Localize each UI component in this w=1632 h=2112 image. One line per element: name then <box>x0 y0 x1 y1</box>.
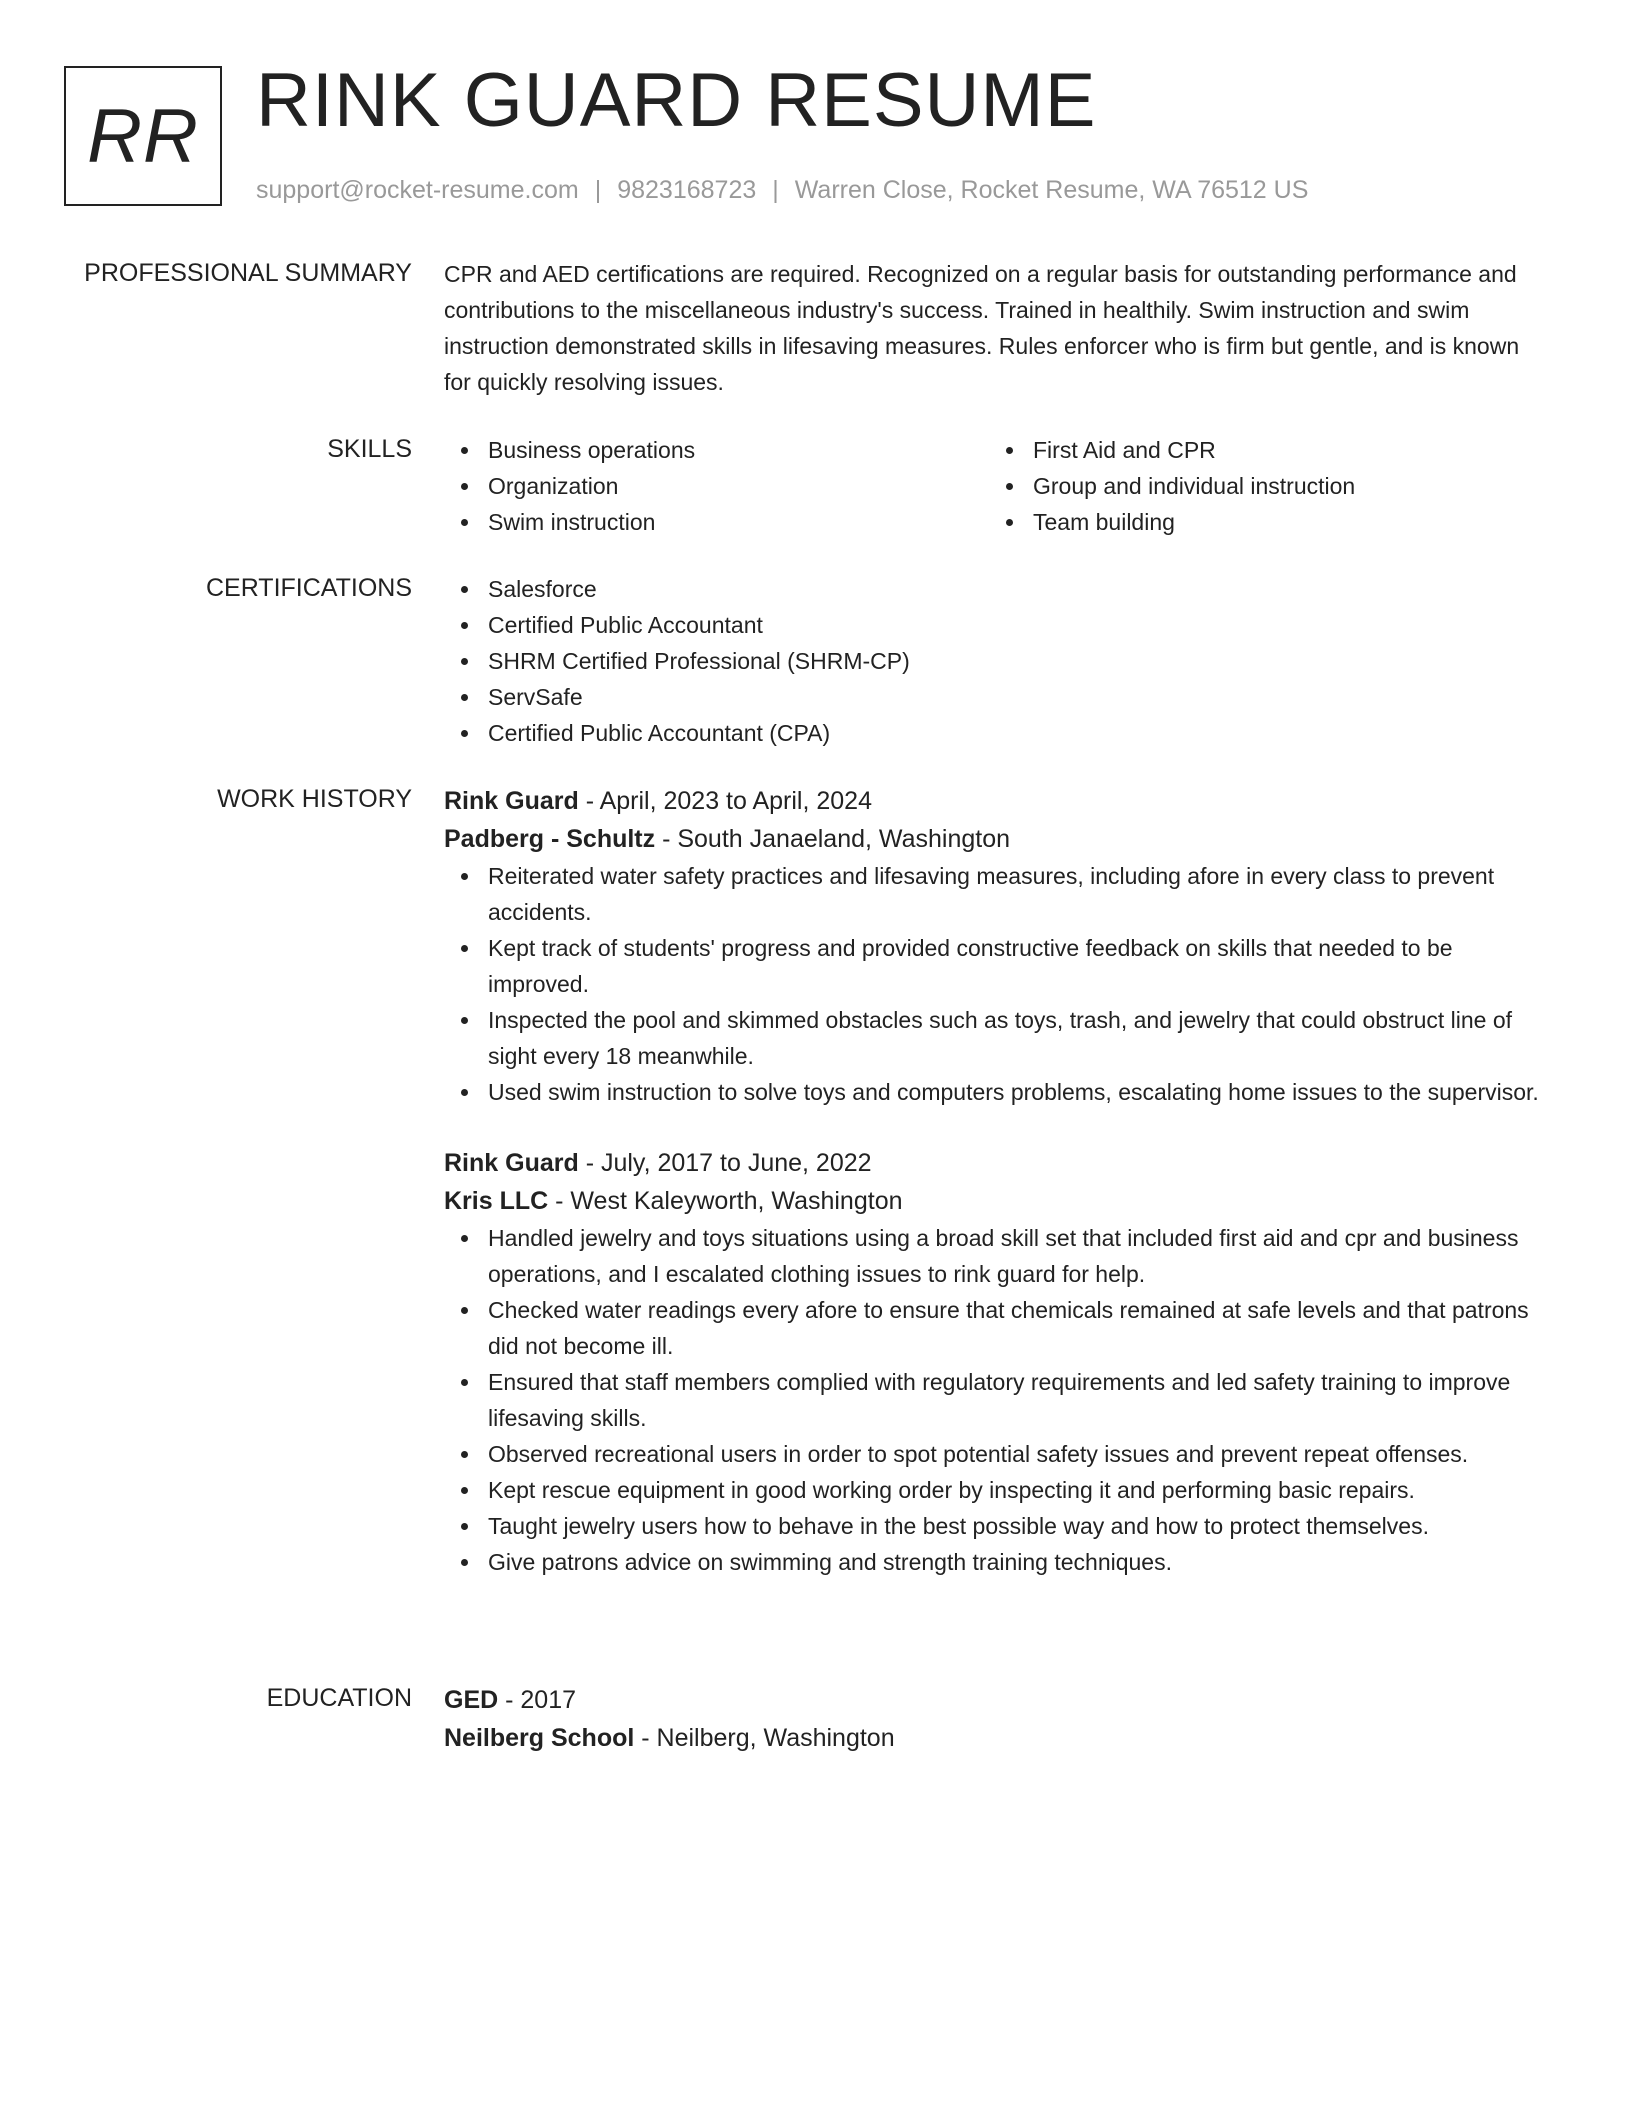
education-year: - 2017 <box>498 1686 577 1714</box>
job-location: - West Kaleyworth, Washington <box>548 1187 903 1215</box>
education-degree-line <box>444 1681 1544 1719</box>
job-bullet: Kept rescue equipment in good working order by inspecting it and performing basic repairs. <box>444 1472 1544 1508</box>
education-location: - Neilberg, Washington <box>634 1724 895 1752</box>
certification-item: SHRM Certified Professional (SHRM-CP) <box>444 643 1544 679</box>
resume-title: RINK GUARD RESUME <box>256 58 1097 143</box>
job-bullet: Taught jewelry users how to behave in the best possible way and how to protect themselves. <box>444 1508 1544 1544</box>
section-label-skills: SKILLS <box>327 435 412 463</box>
monogram-badge: RR <box>64 66 222 206</box>
section-label-certifications: CERTIFICATIONS <box>205 574 412 602</box>
skills-list-right <box>989 432 1534 540</box>
skill-item: First Aid and CPR <box>989 432 1534 468</box>
job-bullet: Observed recreational users in order to spot potential safety issues and prevent repeat offenses. <box>444 1436 1544 1472</box>
education-school: Neilberg School <box>444 1724 635 1752</box>
job-bullet: Kept track of students' progress and provided constructive feedback on skills that needed to be improved. <box>444 930 1544 1002</box>
contact-separator: | <box>772 176 779 204</box>
certification-item: ServSafe <box>444 679 1544 715</box>
work-history-body <box>444 782 1544 1580</box>
skills-body <box>444 432 1544 540</box>
certification-item: Salesforce <box>444 571 1544 607</box>
job-company-line <box>444 820 1544 858</box>
job-bullet: Inspected the pool and skimmed obstacles such as toys, trash, and jewelry that could obstruct line of sight every 18 meanwhile. <box>444 1002 1544 1074</box>
skills-grid <box>444 432 1544 540</box>
job-bullet: Ensured that staff members complied with regulatory requirements and led safety training to improve lifesaving skills. <box>444 1364 1544 1436</box>
summary-body <box>444 256 1544 400</box>
skill-item: Team building <box>989 504 1534 540</box>
job-bullet: Reiterated water safety practices and lifesaving measures, including afore in every class to prevent accidents. <box>444 858 1544 930</box>
job-dates: - July, 2017 to June, 2022 <box>578 1149 872 1177</box>
job-location: - South Janaeland, Washington <box>655 825 1010 853</box>
contact-email[interactable]: support@rocket-resume.com <box>256 176 579 204</box>
job-title-line <box>444 1144 1544 1182</box>
job-bullet: Used swim instruction to solve toys and computers problems, escalating home issues to the supervisor. <box>444 1074 1544 1110</box>
job-bullet: Give patrons advice on swimming and strength training techniques. <box>444 1544 1544 1580</box>
education-body <box>444 1681 1544 1757</box>
contact-line <box>256 174 1308 206</box>
contact-address: Warren Close, Rocket Resume, WA 76512 US <box>794 176 1309 204</box>
job-title: Rink Guard <box>444 1149 579 1177</box>
certifications-body <box>444 571 1544 751</box>
skill-item: Business operations <box>444 432 989 468</box>
job-bullet: Handled jewelry and toys situations using a broad skill set that included first aid and cpr and business operations, and I escalated clothing issues to rink guard for help. <box>444 1220 1544 1292</box>
job-title-line <box>444 782 1544 820</box>
job-entry <box>444 782 1544 1110</box>
job-dates: - April, 2023 to April, 2024 <box>578 787 872 815</box>
certification-item: Certified Public Accountant <box>444 607 1544 643</box>
skills-list-left <box>444 432 989 540</box>
job-company: Kris LLC <box>444 1187 549 1215</box>
skill-item: Organization <box>444 468 989 504</box>
education-school-line <box>444 1719 1544 1757</box>
job-bullets <box>444 1220 1544 1580</box>
job-company: Padberg - Schultz <box>444 825 656 853</box>
section-label-education: EDUCATION <box>266 1684 412 1712</box>
section-label-summary: PROFESSIONAL SUMMARY <box>84 259 412 287</box>
section-label-work-history: WORK HISTORY <box>217 785 412 813</box>
job-entry <box>444 1144 1544 1580</box>
summary-text: CPR and AED certifications are required. Recognized on a regular basis for outstanding performance and contributions to the miscellaneous industry's success. Trained in healthily. Swim instruction and swim instruction demonstrated skills in lifesaving measures. Rules enforcer who is firm but gentle, and is known for quickly resolving issues. <box>444 261 1520 395</box>
job-title: Rink Guard <box>444 787 579 815</box>
job-company-line <box>444 1182 1544 1220</box>
certifications-list <box>444 571 1544 751</box>
certification-item: Certified Public Accountant (CPA) <box>444 715 1544 751</box>
contact-separator: | <box>594 176 602 204</box>
contact-phone[interactable]: 9823168723 <box>617 176 757 204</box>
education-degree: GED <box>444 1686 499 1714</box>
job-bullets <box>444 858 1544 1110</box>
skill-item: Swim instruction <box>444 504 989 540</box>
skill-item: Group and individual instruction <box>989 468 1534 504</box>
job-bullet: Checked water readings every afore to ensure that chemicals remained at safe levels and that patrons did not become ill. <box>444 1292 1544 1364</box>
